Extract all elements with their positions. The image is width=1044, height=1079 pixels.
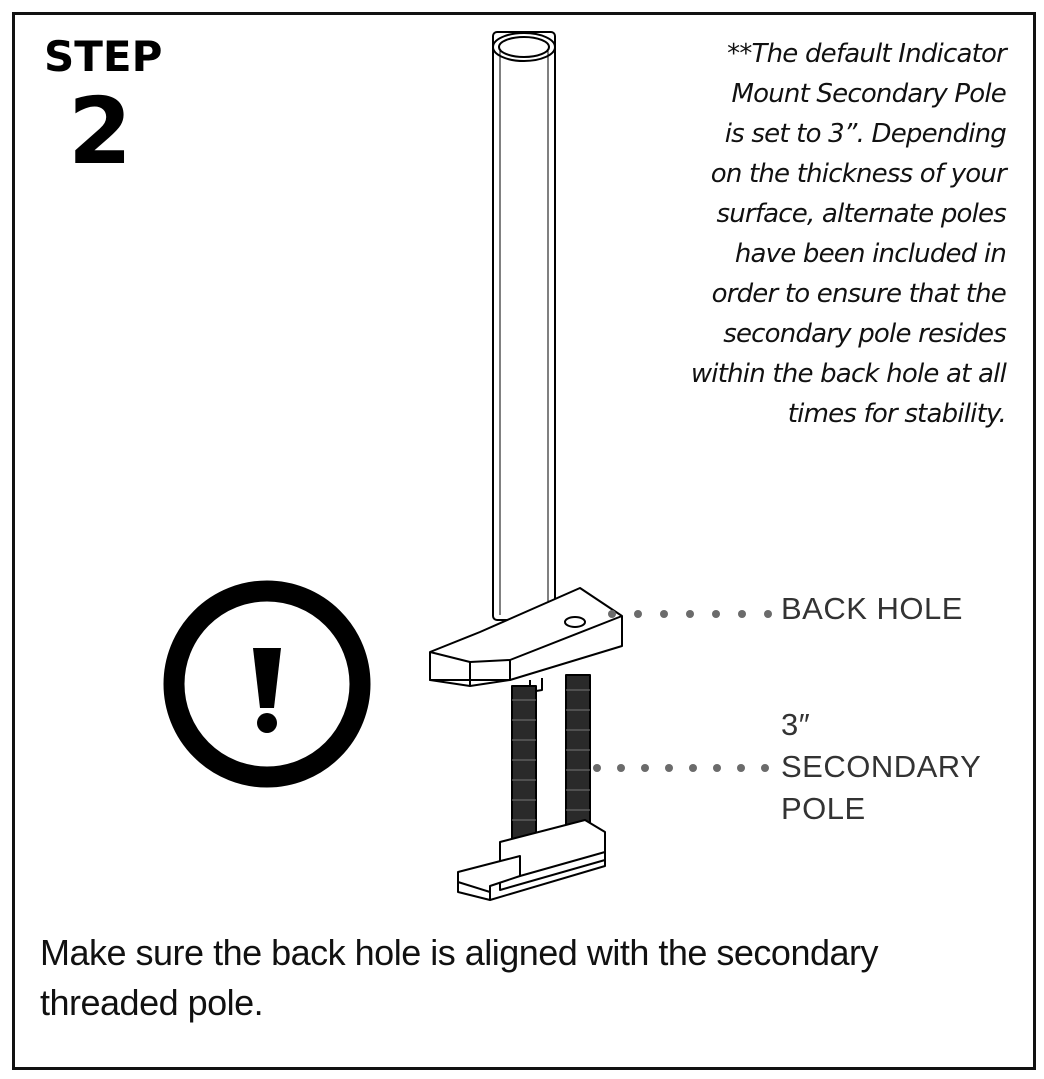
step-label: STEP xyxy=(44,32,163,81)
step-instruction xyxy=(40,928,1000,1028)
instruction-line: threaded pole. xyxy=(40,982,264,1023)
note-line: have been included in xyxy=(734,239,1006,269)
instruction-line: Make sure the back hole is aligned with the secondary xyxy=(40,932,878,973)
note-line: surface, alternate poles xyxy=(716,199,1006,229)
exclamation-circle-icon xyxy=(161,578,373,790)
back-hole-callout: BACK HOLE xyxy=(781,591,963,626)
note-line: within the back hole at all xyxy=(690,359,1006,389)
note-line: is set to 3”. Depending xyxy=(724,119,1006,149)
note-line: Mount Secondary Pole xyxy=(731,79,1006,109)
default-pole-note xyxy=(626,34,1006,434)
note-line: **The default Indicator xyxy=(727,39,1006,69)
back-hole-leader-dots xyxy=(607,609,777,619)
secondary-pole-leader-dots xyxy=(592,763,777,773)
note-line: order to ensure that the xyxy=(711,279,1006,309)
secondary-pole-callout xyxy=(781,704,981,830)
secondary-pole-size: 3″ xyxy=(781,707,811,742)
step-number: 2 xyxy=(68,78,133,185)
secondary-pole-label-2: POLE xyxy=(781,791,866,826)
note-line: on the thickness of your xyxy=(710,159,1006,189)
note-line: secondary pole resides xyxy=(723,319,1006,349)
secondary-pole-label: SECONDARY xyxy=(781,749,982,784)
clamp-pole-illustration xyxy=(420,20,640,920)
note-line: times for stability. xyxy=(787,399,1006,429)
